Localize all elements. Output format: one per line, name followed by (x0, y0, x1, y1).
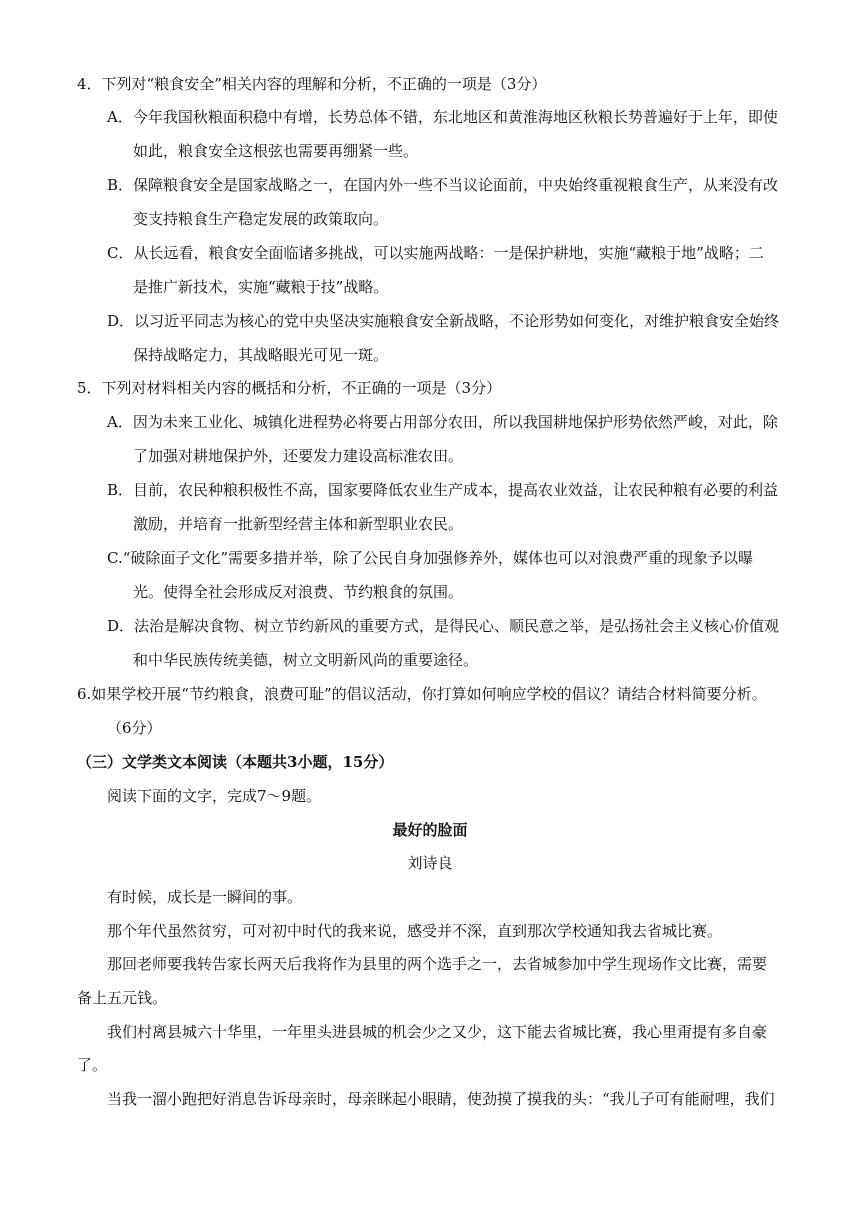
q5-option-d: D．法治是解决食物、树立节约新风的重要方式，是得民心、顺民意之举，是弘扬社会主义核心价值观 (107, 617, 780, 635)
q5-option-d-cont: 和中华民族传统美德，树立文明新风尚的重要途径。 (133, 651, 479, 669)
q5-option-a-cont: 了加强对耕地保护外，还要发力建设高标准农田。 (133, 447, 464, 465)
story-paragraph-1: 有时候，成长是一瞬间的事。 (107, 888, 303, 906)
story-paragraph-2: 那个年代虽然贫穷，可对初中时代的我来说，感受并不深，直到那次学校通知我去省城比赛。 (107, 922, 723, 940)
q6-stem: 6.如果学校开展“节约粮食，浪费可耻”的倡议活动，你打算如何响应学校的倡议？请结合材料简要分析。 (77, 685, 767, 703)
q5-option-c-cont: 光。使得全社会形成反对浪费、节约粮食的氛围。 (133, 583, 464, 601)
q5-option-c: C.“破除面子文化”需要多措并举，除了公民自身加强修养外，媒体也可以对浪费严重的现象予以曝 (107, 549, 754, 567)
q5-option-a: A．因为未来工业化、城镇化进程势必将要占用部分农田，所以我国耕地保护形势依然严峻，对此，除 (107, 413, 778, 431)
q4-option-b: B．保障粮食安全是国家战略之一，在国内外一些不当议论面前，中央始终重视粮食生产，从来没有改 (107, 176, 779, 194)
story-author: 刘诗良 (407, 854, 453, 872)
q5-option-b-cont: 激励，并培育一批新型经营主体和新型职业农民。 (133, 515, 464, 533)
q4-option-d: D．以习近平同志为核心的党中央坚决实施粮食安全新战略，不论形势如何变化，对维护粮食安全始终 (107, 312, 780, 330)
section-instruction: 阅读下面的文字，完成7～9题。 (107, 787, 322, 805)
q4-option-d-cont: 保持战略定力，其战略眼光可见一斑。 (133, 346, 389, 364)
story-paragraph-4: 我们村离县城六十华里，一年里头进县城的机会少之又少，这下能去省城比赛，我心里甭提有多自豪 (107, 1023, 768, 1041)
story-paragraph-5: 当我一溜小跑把好消息告诉母亲时，母亲眯起小眼睛，使劲摸了摸我的头：“我儿子可有能耐哩，我们 (107, 1090, 775, 1108)
q4-stem: 4．下列对“粮食安全”相关内容的理解和分析，不正确的一项是（3分） (77, 75, 547, 93)
section-heading: （三）文学类文本阅读（本题共3小题，15分） (77, 753, 394, 771)
q4-option-b-cont: 变支持粮食生产稳定发展的政策取向。 (133, 210, 389, 228)
q6-score: （6分） (107, 719, 162, 737)
story-paragraph-3-cont: 备上五元钱。 (77, 989, 168, 1007)
story-paragraph-3: 那回老师要我转告家长两天后我将作为县里的两个选手之一，去省城参加中学生现场作文比赛，需要 (107, 955, 768, 973)
q5-option-b: B．目前，农民种粮积极性不高，国家要降低农业生产成本，提高农业效益，让农民种粮有必要的利益 (107, 481, 779, 499)
q5-stem: 5．下列对材料相关内容的概括和分析，不正确的一项是（3分） (77, 379, 502, 397)
story-title: 最好的脸面 (392, 821, 468, 839)
q4-option-a: A．今年我国秋粮面积稳中有增，长势总体不错，东北地区和黄淮海地区秋粮长势普遍好于上年，即使 (107, 108, 778, 126)
q4-option-a-cont: 如此，粮食安全这根弦也需要再绷紧一些。 (133, 142, 419, 160)
q4-option-c-cont: 是推广新技术，实施“藏粮于技”战略。 (133, 278, 389, 296)
story-paragraph-4-cont: 了。 (77, 1056, 108, 1074)
q4-option-c: C．从长远看，粮食安全面临诸多挑战，可以实施两战略：一是保护耕地，实施“藏粮于地”战略；二 (107, 244, 764, 262)
